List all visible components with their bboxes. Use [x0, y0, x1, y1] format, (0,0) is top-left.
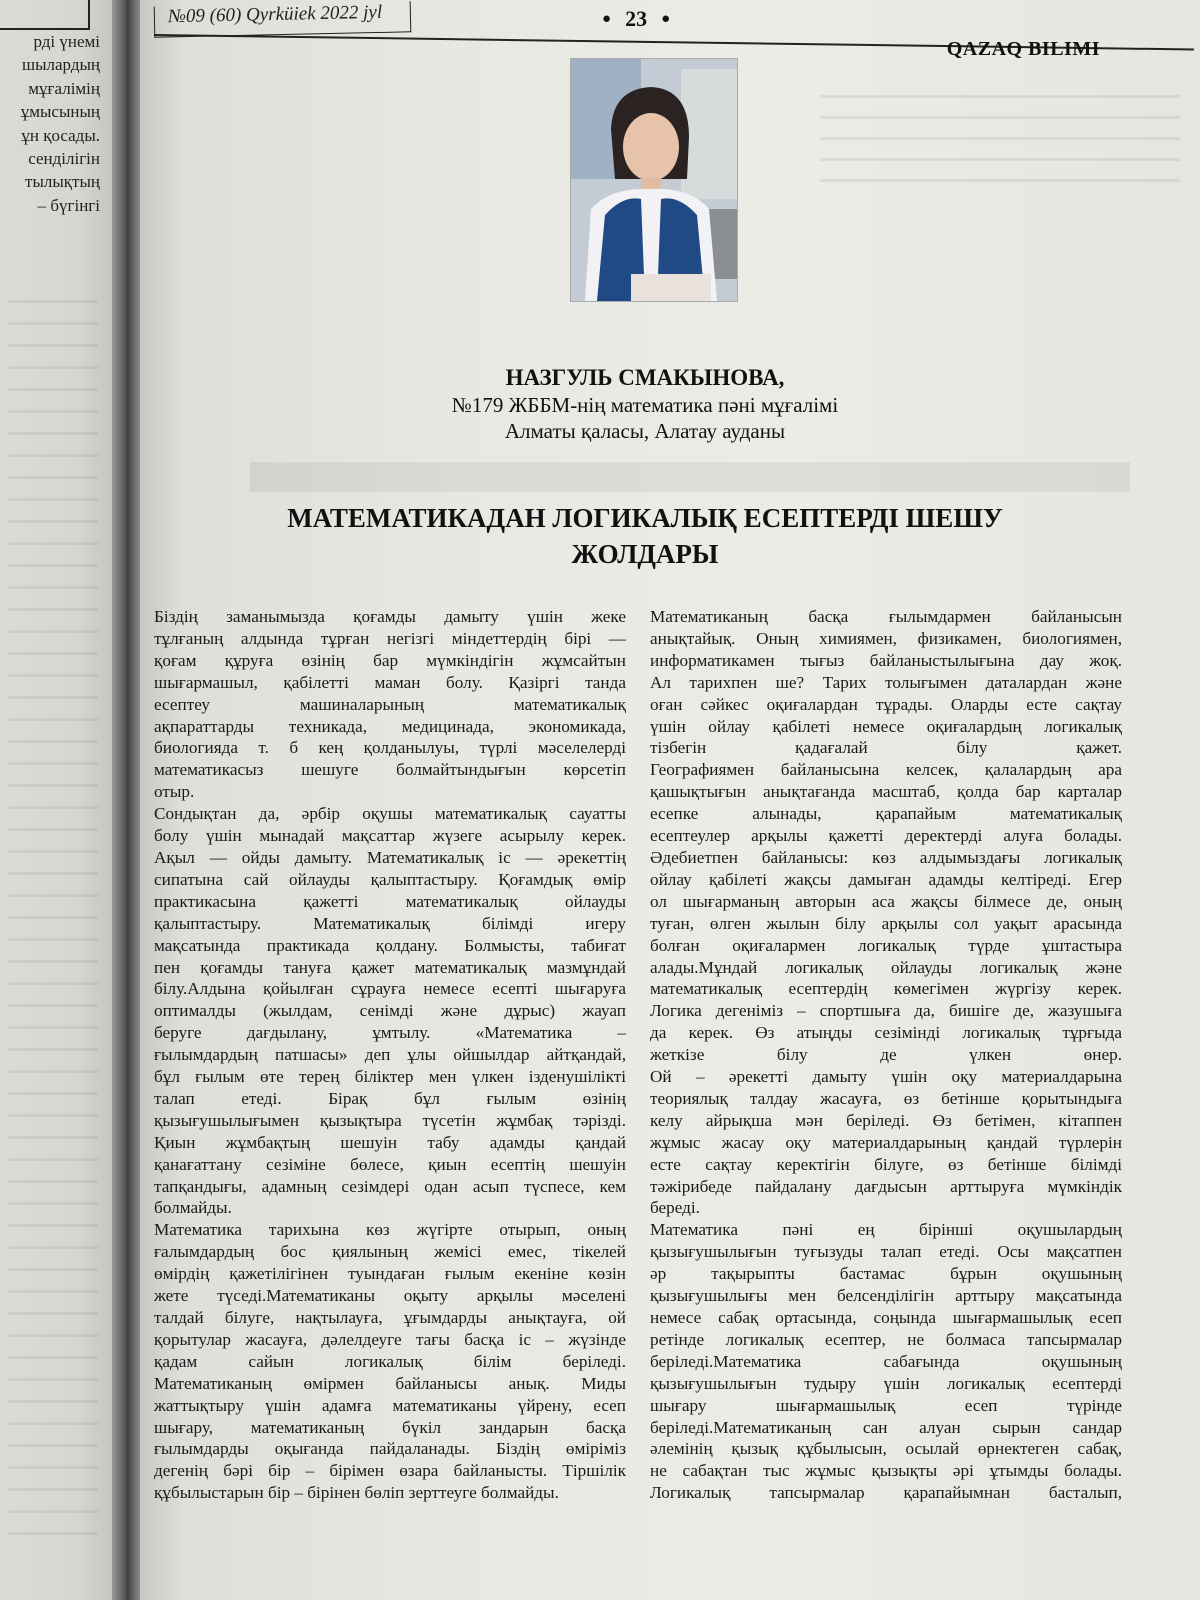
facing-page-header-box [0, 0, 90, 30]
text-line: қорытулар жасауға, дәлелдеуге тағы басқа іс – жүзінде [154, 1329, 626, 1349]
text-line: қызығушылығын тудыру үшін логикалық есептерді [650, 1373, 1122, 1393]
text-line: қалыптастыру. Математикалық білімді игеру [154, 913, 626, 933]
text-line: практикасына қажетті математикалық ойлауды [154, 891, 626, 911]
facing-page-line: мұғалімің [28, 78, 100, 98]
page-number-value: 23 [625, 6, 648, 31]
text-line: ғылымдарды оқығанда пайдаланады. Біздің өміріміз [154, 1439, 626, 1459]
text-line: информатикамен тығыз байланыстылығына дау жоқ. [650, 650, 1122, 670]
text-line: қанағаттану сезіміне бөлесе, қиын есептің шешуін [154, 1154, 626, 1174]
text-line: шығару, математиканың бүкіл зандарын басқа [154, 1417, 626, 1437]
text-line: қадам сайын логикалық білім беріледі. [154, 1351, 626, 1371]
text-line: Математиканың басқа ғылымдармен байланысын [650, 607, 1122, 626]
facing-page-left [0, 0, 112, 1600]
text-line: береді. [650, 1198, 700, 1218]
text-line: Қиын жұмбақтың шешуін табу адамды қандай [154, 1132, 626, 1152]
article-title-line: МАТЕМАТИКАДАН ЛОГИКАЛЫҚ ЕСЕПТЕРДІ ШЕШУ [287, 503, 1003, 533]
text-line: келу айрықша мән беріледі. Өз бетімен, кітаппен [650, 1110, 1122, 1130]
article-title-line: ЖОЛДАРЫ [571, 539, 719, 569]
text-line: ретінде логикалық есептер, не болмаса тапсырмалар [650, 1329, 1122, 1349]
article-title [140, 500, 1150, 572]
text-line: құбылыстарын бір – бірінен бөліп зерттеуге болмайды. [154, 1483, 559, 1503]
text-line: қызығушылығын туғызуды талап етеді. Осы мақсатпен [650, 1242, 1122, 1262]
text-line: туған, өлген жылын білу арқылы сол уақыт арасында [650, 913, 1122, 933]
text-line: Ал тарихпен ше? Тарих толығымен даталардан және [650, 672, 1122, 692]
text-line: тұлғаның алдында тұрған негізгі міндеттердің бірі — [154, 628, 626, 648]
magazine-page [140, 0, 1200, 1600]
text-line: жұмыс жасау оқу материалдарының қандай түрлерін [650, 1132, 1122, 1152]
text-line: пен қоғамды тануға қажет математикалық мазмұндай [154, 957, 626, 977]
page-header [140, 0, 1200, 60]
text-line: әр тақырыпты бастамас бұрын оқушының [650, 1264, 1122, 1284]
text-line: Логика дегеніміз – спортшыға да, бишіге де, жазушыға [650, 1001, 1122, 1021]
text-line: ғылымдардың патшасы» деп ұлы ойшылдар айтқандай, [154, 1045, 626, 1065]
text-line: қызығушылығы мен белсенділігін арттыру мақсатында [650, 1286, 1122, 1306]
text-line: теориялық талдау жасауға, өз бетінше қорытындыға [650, 1088, 1122, 1108]
text-line: талдай білуге, нақтылауға, ұғымдарды анықтауға, ой [154, 1308, 626, 1327]
text-line: Логикалық тапсырмалар қарапайымнан басталып, [650, 1483, 1122, 1503]
text-line: беруге дағдылану, ұмтылу. «Математика – [154, 1023, 626, 1043]
text-line: биологияда т. б кең қолданылуы, түрлі мәселелерді [154, 738, 626, 758]
text-line: дегенің бәрі бір – бірімен өзара байланысты. Тіршілік [154, 1461, 626, 1481]
text-line: беріледі.Математика сабағында оқушының [650, 1351, 1122, 1371]
author-location: Алматы қаласы, Алатау ауданы [504, 419, 786, 443]
article-column-right [650, 606, 1122, 1504]
text-line: жеткізе білу де үлкен өнер. [650, 1045, 1122, 1065]
text-line: білу.Алдына қойылған сұрауға немесе есепті шығаруға [154, 979, 626, 999]
text-line: есте сақтау керектігін білуге, өз бетінше білімді [650, 1154, 1122, 1174]
text-line: анықтайық. Оның химиямен, физикамен, биологиямен, [650, 628, 1122, 648]
text-line: Ой – әрекетті дамыту үшін оқу материалдарына [650, 1067, 1122, 1087]
portrait-illustration [571, 59, 737, 301]
text-line: Математика тарихына көз жүгірте отырып, оның [154, 1220, 626, 1240]
author-position: №179 ЖББМ-нің математика пәні мұғалімі [451, 393, 839, 417]
facing-page-line: рді үнемі [33, 32, 100, 51]
text-line: ойлау қабілеті жақсы дамыған адамды келтіреді. Егер [650, 869, 1122, 889]
facing-page-line: ұмысының [20, 102, 100, 122]
text-line: математикасыз шешуге болмайтындығын көрсетіп [154, 760, 626, 780]
text-line: ол шығарманың авторын аса жақсы білмесе де, оның [650, 891, 1122, 911]
text-line: Сондықтан да, әрбір оқушы математикалық сауатты [154, 804, 626, 824]
facing-page-line: тылықтың [25, 172, 100, 192]
article-column-left [154, 606, 626, 1504]
text-line: болмайды. [154, 1198, 232, 1218]
journal-name: QAZAQ BILIMI [946, 38, 1100, 60]
text-line: өмірдің қажетілігінен туындаған ғылым екеніне көзін [154, 1264, 626, 1284]
text-line: мақсатында практикада қолдану. Болмысты, табиғат [154, 935, 626, 955]
text-line: есепке алынады, қарапайым математикалық [650, 804, 1122, 824]
issue-label: №09 (60) Qyrküiek 2022 jyl [167, 1, 383, 28]
text-line: немесе сабақ ортасында, соңында шығармашылық есеп [650, 1308, 1122, 1327]
text-line: болған оқиғалармен логикалық түрде ұштастыра [650, 935, 1122, 955]
text-line: қызығушылығымен қызықтыра түсетін жұмбақ тәрізді. [154, 1110, 626, 1130]
text-line: отыр. [154, 782, 195, 802]
text-line: Ақыл — ойды дамыту. Математикалық іс — әрекеттің [154, 847, 626, 867]
text-line: шығару шығармашылық есеп түрінде [650, 1395, 1122, 1415]
text-line: Географиямен байланысына келсек, қалалардың ара [650, 760, 1122, 780]
text-line: оған сәйкес оқиғалардан тұрады. Оларды есте сақтау [650, 694, 1122, 714]
text-line: не сабақтан тыс жұмыс қызықты әрі ұтымды болады. [650, 1461, 1122, 1481]
text-line: жете түседі.Математиканы оқыту арқылы мәселені [154, 1286, 626, 1306]
text-line: да керек. Өз атыңды сезімінді логикалық тұрғыда [650, 1023, 1122, 1043]
bullet-icon: ● [661, 11, 671, 27]
show-through-text [820, 95, 1180, 185]
bullet-icon: ● [602, 11, 612, 27]
facing-page-show-through [8, 300, 98, 1550]
book-gutter [112, 0, 140, 1600]
text-line: Математиканың өмірмен байланысы анық. Миды [154, 1373, 626, 1393]
text-line: бұл ғылым өте терең біліктер мен үлкен ізденушілікті [154, 1067, 626, 1087]
facing-page-line: – бүгінгі [37, 195, 100, 215]
facing-page-line: сенділігін [28, 149, 100, 169]
text-line: әлемінің қызық құбылысын, осылай өрнектеген сабақ, [650, 1439, 1122, 1459]
text-line: есептеу машиналарының математикалық [154, 694, 626, 714]
text-line: оптималды (жылдам, сенімді және дұрыс) жауап [154, 1001, 626, 1021]
text-line: ақпараттарды техникада, медицинада, экономикада, [154, 716, 626, 736]
text-line: Біздің заманымызда қоғамды дамыту үшін жеке [154, 607, 626, 626]
text-line: талап етеді. Бірақ бұл ғылым өзінің [154, 1088, 626, 1108]
text-line: үшін ойлау қабілеті немесе оқиғалардың логикалық [650, 716, 1122, 736]
text-line: тапқандығы, адамның сезімдері одан асып түспесе, кем [154, 1176, 626, 1196]
facing-page-line: ұн қосады. [21, 125, 100, 145]
author-name: НАЗГУЛЬ СМАКЫНОВА, [505, 365, 785, 390]
text-line: жаттықтыру үшін адамға математиканы үйрену, есеп [154, 1395, 626, 1415]
text-line: қоғам құруға өзінің бар мүмкіндігін жұмсайтын [154, 650, 626, 670]
author-photo [570, 58, 738, 302]
text-line: тәжірибеде пайдалану дағдысын арттыруға мүмкіндік [650, 1176, 1122, 1196]
text-line: ғалымдардың бос қиялының жемісі емес, тікелей [154, 1242, 626, 1262]
text-line: шығармашыл, қабілетті маман болу. Қазіргі танда [154, 672, 626, 692]
text-line: сипатына сай ойлауды қалыптастыру. Қоғамдық өмір [154, 869, 626, 889]
text-line: Әдебиетпен байланысы: көз алдымыздағы логикалық [650, 847, 1122, 867]
text-line: есептеулер арқылы қажетті деректерді алуға болады. [650, 826, 1122, 846]
facing-page-text [21, 30, 100, 217]
text-line: тізбегін қадағалай білу қажет. [650, 738, 1122, 758]
text-line: беріледі.Математиканың сан алуан сырын сандар [650, 1417, 1122, 1437]
text-line: болу үшін мынадай мақсаттар жүзеге асырылу керек. [154, 826, 626, 846]
author-block [140, 364, 1150, 444]
facing-page-line: шылардың [22, 55, 100, 75]
text-line: Математика пәні ең бірінші оқушылардың [650, 1220, 1122, 1240]
text-line: қашықтығын анықтағанда масштаб, қолда бар карталар [650, 782, 1122, 802]
page-number [588, 6, 684, 32]
show-through-title [250, 462, 1130, 492]
text-line: математикалық есептердің көмегімен жүргізу керек. [650, 979, 1122, 999]
text-line: алады.Мұндай логикалық ойлауды логикалық және [650, 957, 1122, 977]
